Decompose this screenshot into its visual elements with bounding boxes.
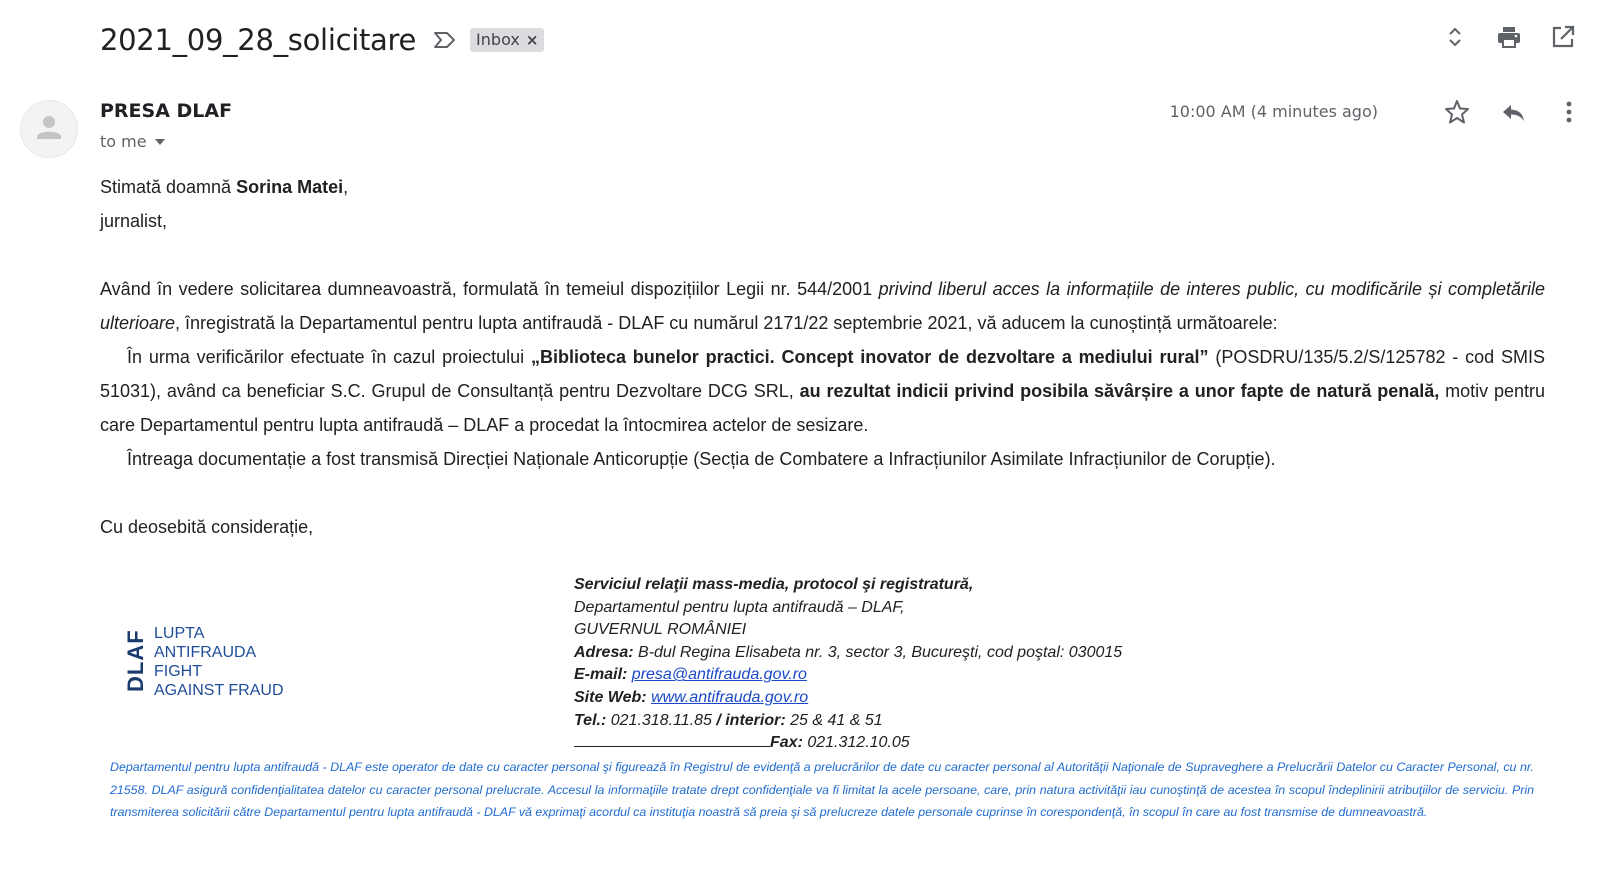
inbox-label-text: Inbox [476,30,520,49]
recipient-toggle[interactable] [100,132,165,151]
greeting-prefix: Stimată doamnă [100,177,237,197]
sig-interior-label: / interior: [716,711,786,729]
sig-tel [574,710,1122,733]
recipient-name: Sorina Matei [236,177,344,197]
sig-site [574,687,1122,710]
recipient-label: to me [100,132,147,151]
remove-label-button[interactable]: × [525,30,539,49]
privacy-disclaimer: Departamentul pentru lupta antifraudă - DLAF este operator de date cu caracter personal şi figurează în Registrul de evidenţă a prelucrărilor de date cu caracter personal al Autorităţii Naţionale de Supraveghere a Prelucrării Datelor cu Caracter Personal, cu nr. 21558. DLAF asigură confidenţialitatea datelor cu caracter personal prelucrate. Accesul la informaţiile tratate drept confidenţiale va fi limitat la acele persoane, care, prin natura activităţii iau cunoştinţă de acestea în scopul îndeplinirii atribuţiilor de serviciu. Prin transmiterea solicitării către Departamentul pentru lupta antifraudă - DLAF vă exprimaţi acordul ca instituţia noastră să preia şi să prelucreze datele personale cuprinse în corespondenţă, în scopul în care au fost transmise de dumneavoastră. [110,760,1534,820]
logo-line: AGAINST FRAUD [154,682,284,699]
unfold-icon[interactable] [1442,24,1468,50]
sig-service: Serviciul relaţii mass-media, protocol şi registratură, [574,576,974,593]
sig-tel-value: 021.318.11.85 [606,711,717,729]
logo-line: ANTIFRAUDA [154,644,257,661]
label-outline-icon[interactable] [432,29,458,51]
logo-line: LUPTA [154,625,205,642]
signature-divider [574,732,770,747]
default-avatar-icon [21,101,77,157]
sig-address [574,642,1122,665]
paragraph-intro [100,272,1545,340]
logo-text [154,624,284,700]
email-subject: 2021_09_28_solicitare [100,23,417,57]
p2-text-a: În urma verificărilor efectuate în cazul proiectului [127,347,531,367]
print-icon[interactable] [1496,24,1522,50]
p1-text-a: Având în vedere solicitarea dumneavoastră, formulată în temeiul dispozițiilor Legii nr. 544/2001 [100,279,879,299]
dlaf-logo [124,624,304,704]
sig-email [574,664,1122,687]
message-actions [1444,98,1582,126]
logo-line: FIGHT [154,663,202,680]
inbox-label-chip [470,28,544,52]
sig-tel-label: Tel.: [574,711,607,729]
sig-fax-value: 021.312.10.05 [802,734,910,752]
paragraph-transmission: Întreaga documentație a fost transmisă Direcției Naționale Anticorupție (Secția de Combatere a Infracțiunilor Asimilate Infracțiunilor de Corupție). [127,449,1276,469]
subject-row [100,18,544,62]
open-in-new-icon[interactable] [1550,24,1576,50]
p2-finding: au rezultat indicii privind posibila săvârșire a unor fapte de natură penală, [799,381,1440,401]
sender-avatar [20,100,78,158]
signature-block [574,574,1122,755]
p2-project-title: „Biblioteca bunelor practici. Concept inovator de dezvoltare a mediului rural” [530,347,1209,367]
recipient-role: jurnalist, [100,211,168,231]
p2-text-b: (POSDRU/135/5.2/S/125782 - cod SMIS 51031), având ca beneficiar S.C. Grupul de Consultanță pentru Dezvoltare DCG SRL, [100,347,1545,401]
sig-government: GUVERNUL ROMÂNIEI [574,621,747,639]
logo-acronym: DLAF [123,629,148,693]
sig-fax-label: Fax: [770,734,803,752]
reply-icon[interactable] [1500,98,1526,126]
sig-address-value: B-dul Regina Elisabeta nr. 3, sector 3, Bucureşti, cod poştal: 030015 [633,643,1123,661]
sender-name[interactable]: PRESA DLAF [100,100,233,122]
message-timestamp: 10:00 AM (4 minutes ago) [1169,102,1378,121]
sig-interior-value: 25 & 41 & 51 [785,711,883,729]
sig-site-label: Site Web: [574,688,647,706]
thread-toolbar [1442,24,1576,50]
greeting-suffix: , [343,177,349,197]
sig-fax [574,732,1122,755]
paragraph-findings [100,340,1545,442]
p1-law-title: privind liberul acces la informațiile de interes public, cu modificările și completările ulterioare [100,279,1546,333]
sig-department: Departamentul pentru lupta antifraudă – DLAF, [574,598,905,616]
more-vert-icon[interactable] [1556,98,1582,126]
chevron-down-icon[interactable] [155,139,165,145]
sig-email-label: E-mail: [574,666,628,684]
star-outline-icon[interactable] [1444,98,1470,126]
greeting [100,170,1545,204]
p1-text-b: , înregistrată la Departamentul pentru lupta antifraudă - DLAF cu numărul 2171/22 septembrie 2021, vă aducem la cunoștință următoarele: [175,313,1278,333]
email-link[interactable]: presa@antifrauda.gov.ro [631,666,807,684]
message-body [100,170,1545,544]
closing: Cu deosebită considerație, [100,517,314,537]
website-link[interactable]: www.antifrauda.gov.ro [651,688,809,706]
sig-address-label: Adresa: [574,643,634,661]
p2-text-c: motiv pentru care Departamentul pentru lupta antifraudă – DLAF a procedat la întocmirea actelor de sesizare. [100,381,1546,435]
